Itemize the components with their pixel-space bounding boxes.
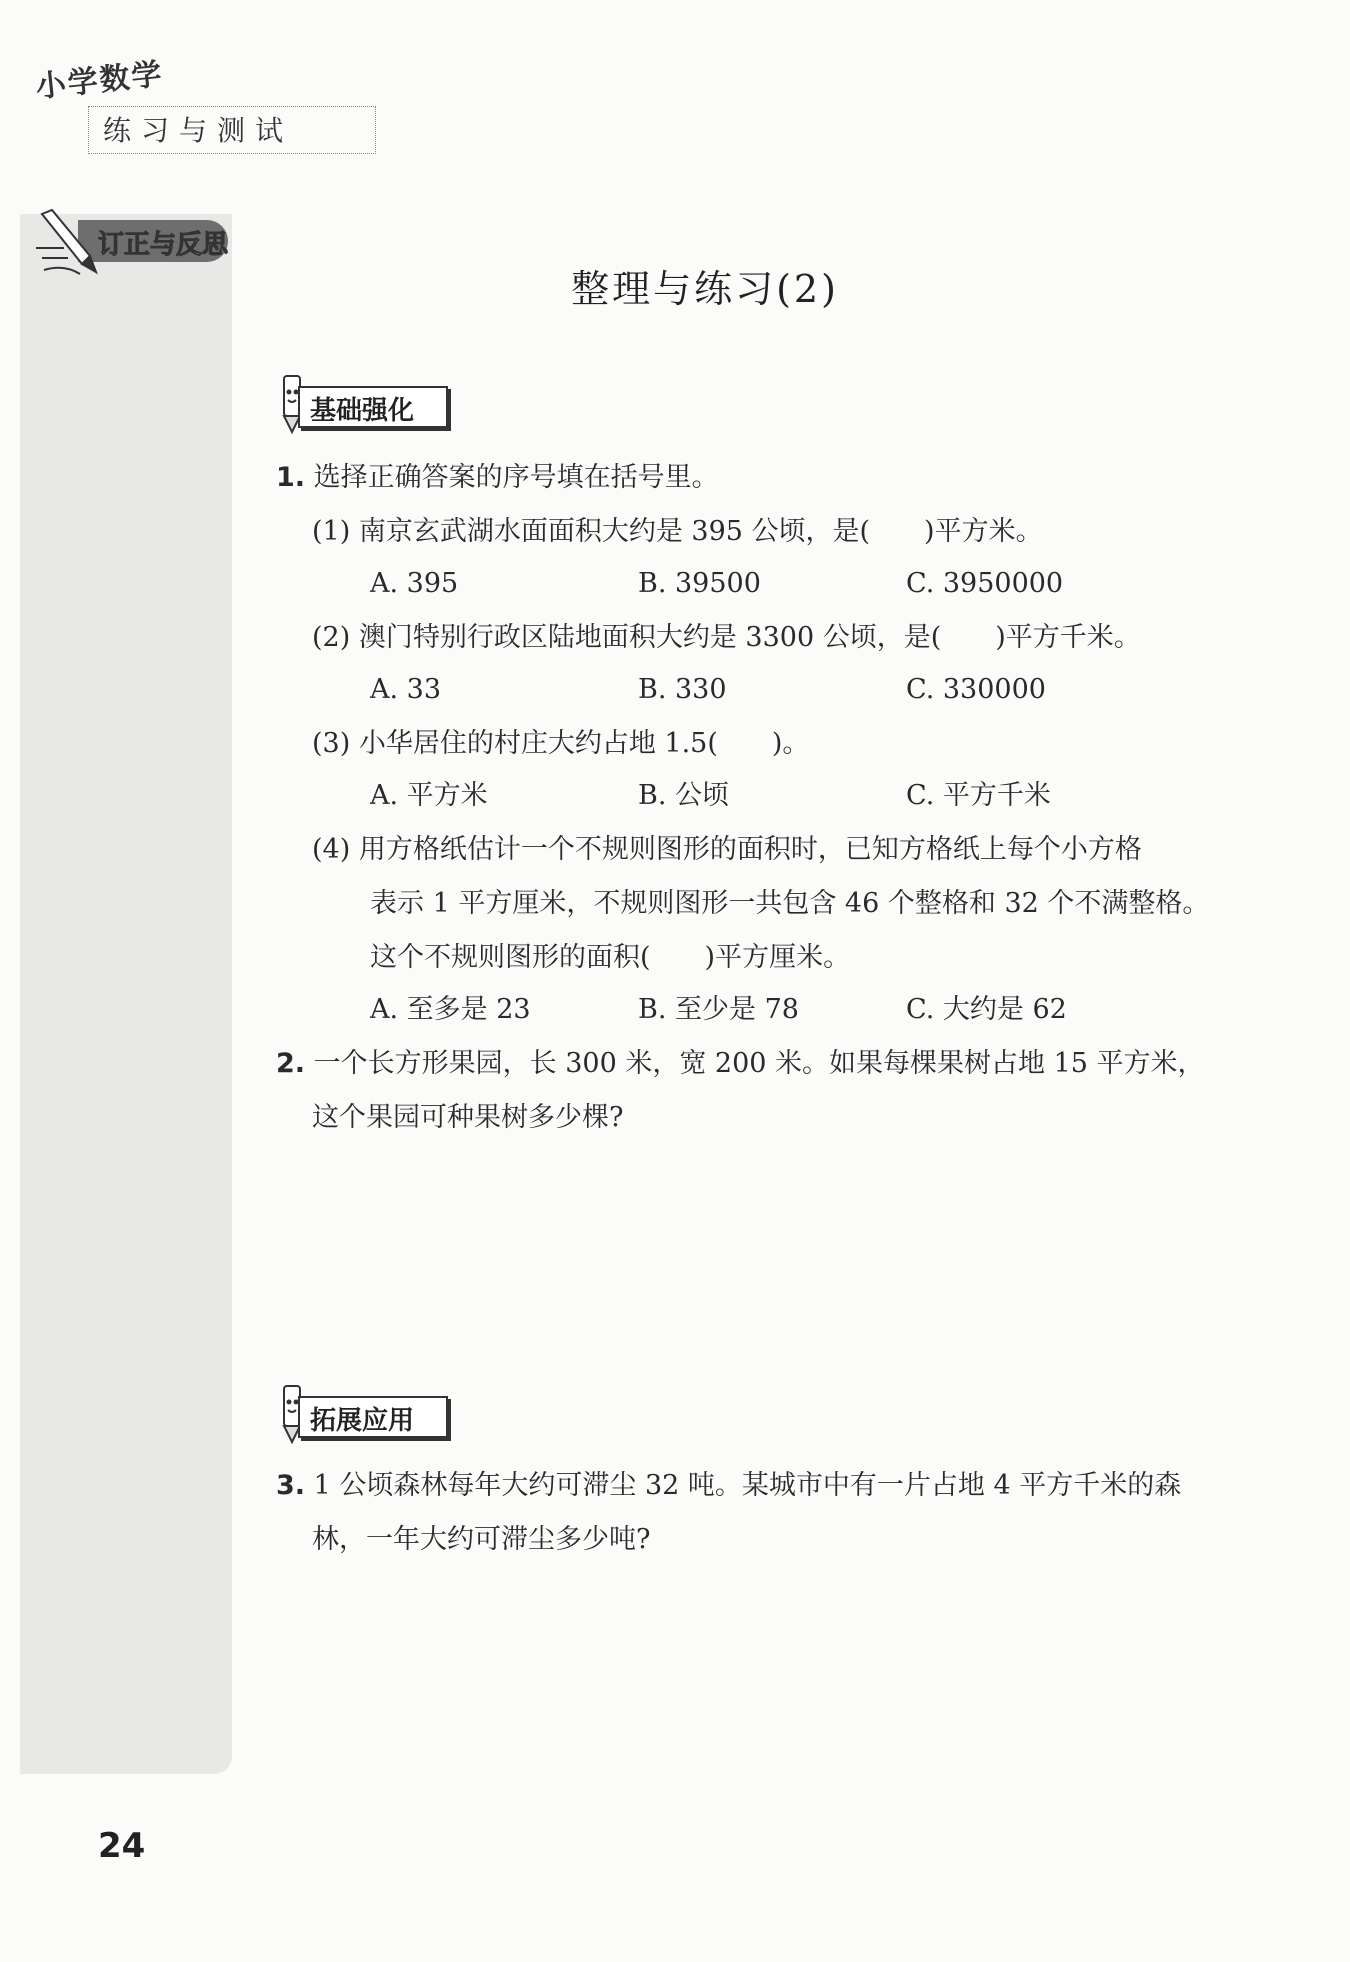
q1-s2-option-a: A. 33 [370,674,442,705]
brand-header [34,56,294,147]
q1-s2-option-b: B. 330 [638,674,727,705]
q2-line1 [276,1044,1205,1084]
q1-s1-option-a: A. 395 [370,568,459,599]
q3-number: 3. [276,1470,306,1501]
lesson-title: 整理与练习(2) [571,267,839,311]
q1-s4-line1: (4) 用方格纸估计一个不规则图形的面积时，已知方格纸上每个小方格 [312,834,1142,865]
q1-s4-line2: 表示 1 平方厘米，不规则图形一共包含 46 个整格和 32 个不满整格。 [370,888,1210,919]
section-basic-label: 基础强化 [310,396,415,426]
q1-s4-option-b: B. 至少是 78 [638,994,799,1025]
q1-text: 选择正确答案的序号填在括号里。 [313,462,719,493]
q1-s3-option-a: A. 平方米 [370,780,488,811]
q2-number: 2. [276,1048,306,1079]
q2-line2: 这个果园可种果树多少棵? [312,1102,624,1133]
q1-s3-option-b: B. 公顷 [638,780,730,811]
q3-line1 [276,1466,1181,1506]
section-banner-basic [276,372,446,432]
page-number: 24 [98,1826,146,1866]
q1-s2-text: (2) 澳门特别行政区陆地面积大约是 3300 公顷，是( )平方千米。 [312,622,1141,653]
q1-s4-option-c: C. 大约是 62 [906,994,1067,1025]
q1-s2-option-c: C. 330000 [906,674,1046,705]
q1-s3-option-c: C. 平方千米 [906,780,1051,811]
brand-title: 小学数学 [34,56,166,106]
q1-number: 1. [276,462,306,493]
q1-s1-option-b: B. 39500 [638,568,761,599]
sidebar-tab-label: 订正与反思 [98,230,229,260]
q1-s4-option-a: A. 至多是 23 [370,994,531,1025]
q2-text-1: 一个长方形果园，长 300 米，宽 200 米。如果每棵果树占地 15 平方米， [313,1048,1205,1079]
q3-text-1: 1 公顷森林每年大约可滞尘 32 吨。某城市中有一片占地 4 平方千米的森 [313,1470,1182,1501]
q1-stem [276,458,719,498]
q1-s1-option-c: C. 3950000 [906,568,1064,599]
q1-s1-text: (1) 南京玄武湖水面面积大约是 395 公顷，是( )平方米。 [312,516,1043,547]
section-extend-label: 拓展应用 [310,1406,415,1436]
q3-line2: 林，一年大约可滞尘多少吨? [312,1524,651,1555]
brand-subtitle: 练习与测试 [103,114,294,147]
q1-s3-text: (3) 小华居住的村庄大约占地 1.5( )。 [312,728,810,759]
brand-subtitle-box [88,106,376,154]
correction-sidebar [20,214,232,1774]
q1-s4-line3: 这个不规则图形的面积( )平方厘米。 [370,942,851,973]
section-banner-extend [276,1382,446,1442]
